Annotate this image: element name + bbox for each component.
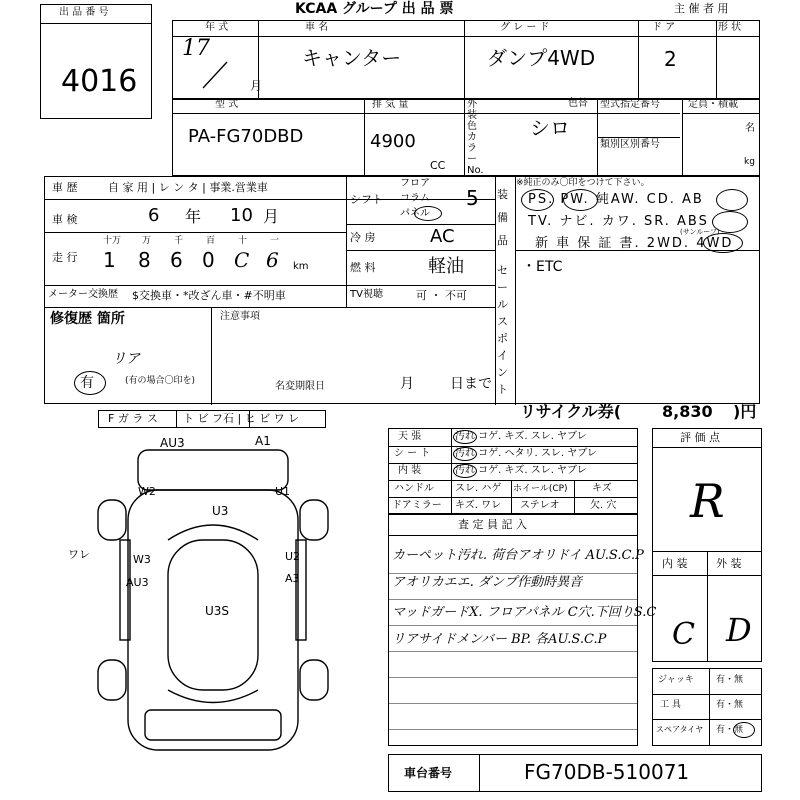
stereo-label: ステレオ xyxy=(520,500,560,511)
mileage-digit: C xyxy=(234,248,250,272)
year-slash xyxy=(195,58,235,92)
model-name-label: 車 名 xyxy=(305,22,329,33)
exhibit-number: 4016 xyxy=(61,64,138,99)
inspector-note: アオリカエエ. ダンプ作動時異音 xyxy=(392,575,583,590)
aircon-label: 冷 房 xyxy=(350,231,376,244)
jack-label: ジャッキ xyxy=(658,675,694,685)
type-designation-label: 型式指定番号 xyxy=(600,99,660,110)
sales-point-label: セールスポイント xyxy=(497,264,508,396)
ps-circle xyxy=(521,189,554,211)
ceiling-label: 天 張 xyxy=(398,431,422,442)
tv-options: 可 ・ 不可 xyxy=(416,289,467,302)
model-name: キャンター xyxy=(302,46,402,70)
wheel-label: ホイール(CP) xyxy=(513,484,568,494)
tv-label: TV視聴 xyxy=(350,289,383,300)
mileage-label: 走 行 xyxy=(52,251,78,264)
km-unit: km xyxy=(293,261,309,272)
type-label: 型 式 xyxy=(215,99,239,110)
exhibit-number-label: 出 品 番 号 xyxy=(59,7,109,18)
damage-mark: A3 xyxy=(285,572,300,585)
vehicle-damage-diagram xyxy=(50,430,380,760)
repair-label: 修復歴 箇所 xyxy=(50,311,125,327)
inspector-note: カーペット汚れ. 荷台アオリドイ AU.S.C.P xyxy=(392,548,644,563)
spare-none-circle xyxy=(733,722,755,738)
persons-unit: 名 xyxy=(745,123,755,134)
chassis-number: FG70DB-510071 xyxy=(524,760,690,784)
damage-mark: U2 xyxy=(285,550,301,563)
damage-mark: W3 xyxy=(133,553,151,566)
damage-mark: ワレ xyxy=(68,548,90,561)
doors-label: ド ア xyxy=(652,22,676,33)
shift-column: コラム xyxy=(400,193,430,204)
inspection-year-unit: 年 xyxy=(185,207,202,226)
interior-trim-options: 汚れ コゲ. キズ. スレ. ヤブレ xyxy=(455,465,587,476)
category-number-label: 類別区別番号 xyxy=(600,139,660,150)
tools-label: 工 具 xyxy=(660,700,681,710)
inspector-note: マッドガードX. フロアパネル C穴.下回りS.C xyxy=(392,605,657,620)
repair-status-circle xyxy=(74,371,106,395)
fuel-label: 燃 料 xyxy=(350,261,376,274)
name-change-month: 月 xyxy=(400,376,414,392)
history-options: 自 家 用 | レ ン タ | 事業.営業車 xyxy=(108,181,268,194)
damage-mark: A1 xyxy=(255,434,271,448)
sponsor-label: 主 催 者 用 xyxy=(674,2,729,15)
exhibit-number-box xyxy=(40,4,152,119)
cc-unit: CC xyxy=(430,159,446,172)
interior-trim-label: 内 装 xyxy=(398,465,422,476)
notes-label: 注意事項 xyxy=(220,311,260,322)
vehicle-info-grid xyxy=(172,20,760,176)
4wd-circle xyxy=(703,233,743,253)
model-code: PA-FG70DBD xyxy=(188,126,304,147)
shift-label: シフト xyxy=(350,193,383,206)
year-month-unit: 月 xyxy=(250,79,263,93)
inspection-month-unit: 月 xyxy=(263,207,280,226)
rating-value: R xyxy=(690,474,725,528)
sunroof-note: (サンルーフ) xyxy=(680,228,720,236)
wheel-value: キズ xyxy=(592,483,612,494)
recycle-fee: 8,830 xyxy=(662,402,713,421)
equipment-note: ※純正のみ〇印をつけて下さい。 xyxy=(516,178,650,188)
interior-dirt-circle xyxy=(453,464,477,478)
equipment-line-2: TV. ナビ. カワ. SR. ABS xyxy=(528,214,709,229)
damage-mark: AU3 xyxy=(126,576,149,589)
abs-circle xyxy=(712,211,748,233)
inspection-month: 10 xyxy=(230,205,253,226)
shift-value: 5 xyxy=(466,186,479,210)
chassis-label: 車台番号 xyxy=(404,766,453,780)
jack-value: 有・無 xyxy=(716,675,744,685)
exterior-grade-label: 外 装 xyxy=(716,557,742,570)
glass-f-label: F ガ ラ ス xyxy=(108,412,158,425)
sales-points: ・ETC xyxy=(522,259,563,275)
shift-floor: フロア xyxy=(400,178,430,189)
mileage-digit: 0 xyxy=(202,248,215,272)
displacement-value: 4900 xyxy=(370,131,416,152)
equipment-line-3: 新 車 保 証 書. 2WD. 4WD xyxy=(535,236,734,251)
aircon-value: AC xyxy=(430,226,455,247)
kg-unit: kg xyxy=(744,157,755,167)
exterior-grade: D xyxy=(726,611,752,649)
meter-exchange-options: $交換車・*改ざん車・#不明車 xyxy=(132,289,286,302)
handle-label: ハンドル xyxy=(394,483,434,494)
displacement-label: 排 気 量 xyxy=(372,99,409,110)
rating-label: 評 価 点 xyxy=(680,431,720,444)
sheet-title: KCAA グループ 出 品 票 xyxy=(295,1,454,17)
stereo-value: 欠. 穴 xyxy=(590,500,617,511)
exterior-color-label: 外装色カラーNo. xyxy=(467,99,484,176)
color-value: シロ xyxy=(530,116,570,140)
mileage-digit: 6 xyxy=(170,248,183,272)
damage-mark: U3S xyxy=(205,604,230,618)
year-value: 17 xyxy=(182,36,210,61)
ceiling-options: 汚れ コゲ. キズ. スレ. ヤブレ xyxy=(455,431,587,442)
recycle-label: リサイクル券( xyxy=(520,402,622,421)
equipment-line-1: PS. PW. 純AW. CD. AB xyxy=(528,192,704,207)
color-change-label: 色替 xyxy=(568,98,588,109)
inspection-year: 6 xyxy=(148,205,160,226)
mileage-digit: 6 xyxy=(266,248,279,272)
ab-circle xyxy=(716,189,748,211)
pw-circle xyxy=(563,189,598,211)
equipment-label: 装備品 xyxy=(497,188,508,247)
seat-options: 汚れ コゲ. ヘタリ. スレ. ヤブレ xyxy=(455,448,597,459)
spare-tire-value: 有・無 xyxy=(716,725,744,735)
shift-panel-circle xyxy=(414,206,442,221)
seat-dirt-circle xyxy=(453,447,477,461)
spare-tire-label: スペアタイヤ xyxy=(656,725,704,734)
tools-value: 有・無 xyxy=(716,700,744,710)
inspector-note: リアサイドメンバー BP. 各AU.S.C.P xyxy=(392,632,607,647)
shift-panel: パネル xyxy=(400,208,430,219)
inspection-label: 車 検 xyxy=(52,213,78,226)
mileage-digit: 1 xyxy=(103,248,116,272)
shape-label: 形 状 xyxy=(718,22,742,33)
recycle-yen: )円 xyxy=(733,402,757,421)
meter-exchange-label: メーター交換歴 xyxy=(48,289,118,300)
repair-location: リア xyxy=(112,351,140,367)
repair-status: 有 xyxy=(80,375,94,391)
year-label: 年 式 xyxy=(205,22,229,33)
capacity-label: 定員・積載 xyxy=(688,99,738,110)
interior-grade-label: 内 装 xyxy=(662,557,688,570)
history-label: 車 歴 xyxy=(52,181,78,194)
name-change-day: 日まで xyxy=(450,376,492,392)
damage-mark: AU3 xyxy=(160,436,185,450)
repair-note: (有の場合〇印を) xyxy=(125,376,196,386)
damage-mark: U3 xyxy=(212,504,229,518)
damage-mark: U1 xyxy=(275,485,291,498)
inspector-label: 査 定 員 記 入 xyxy=(458,518,527,531)
ceiling-dirt-circle xyxy=(453,430,477,444)
grade-value: ダンプ4WD xyxy=(487,46,596,70)
mirror-options: キズ. ワレ xyxy=(455,500,502,511)
mileage-digit: 8 xyxy=(138,248,151,272)
handle-options: スレ. ハゲ xyxy=(455,483,502,494)
interior-grade: C xyxy=(672,617,695,652)
seat-label: シ ー ト xyxy=(394,448,431,459)
glass-options: ト ビ フ石 | ヒ ビ ワ レ xyxy=(183,412,300,425)
name-change-label: 名変期限日 xyxy=(275,381,325,392)
fuel-value: 軽油 xyxy=(428,256,464,277)
damage-mark: W2 xyxy=(138,485,156,498)
mirror-label: ドアミラー xyxy=(392,500,442,511)
doors-value: 2 xyxy=(664,47,677,71)
grade-label: グ レ ー ド xyxy=(500,22,550,33)
